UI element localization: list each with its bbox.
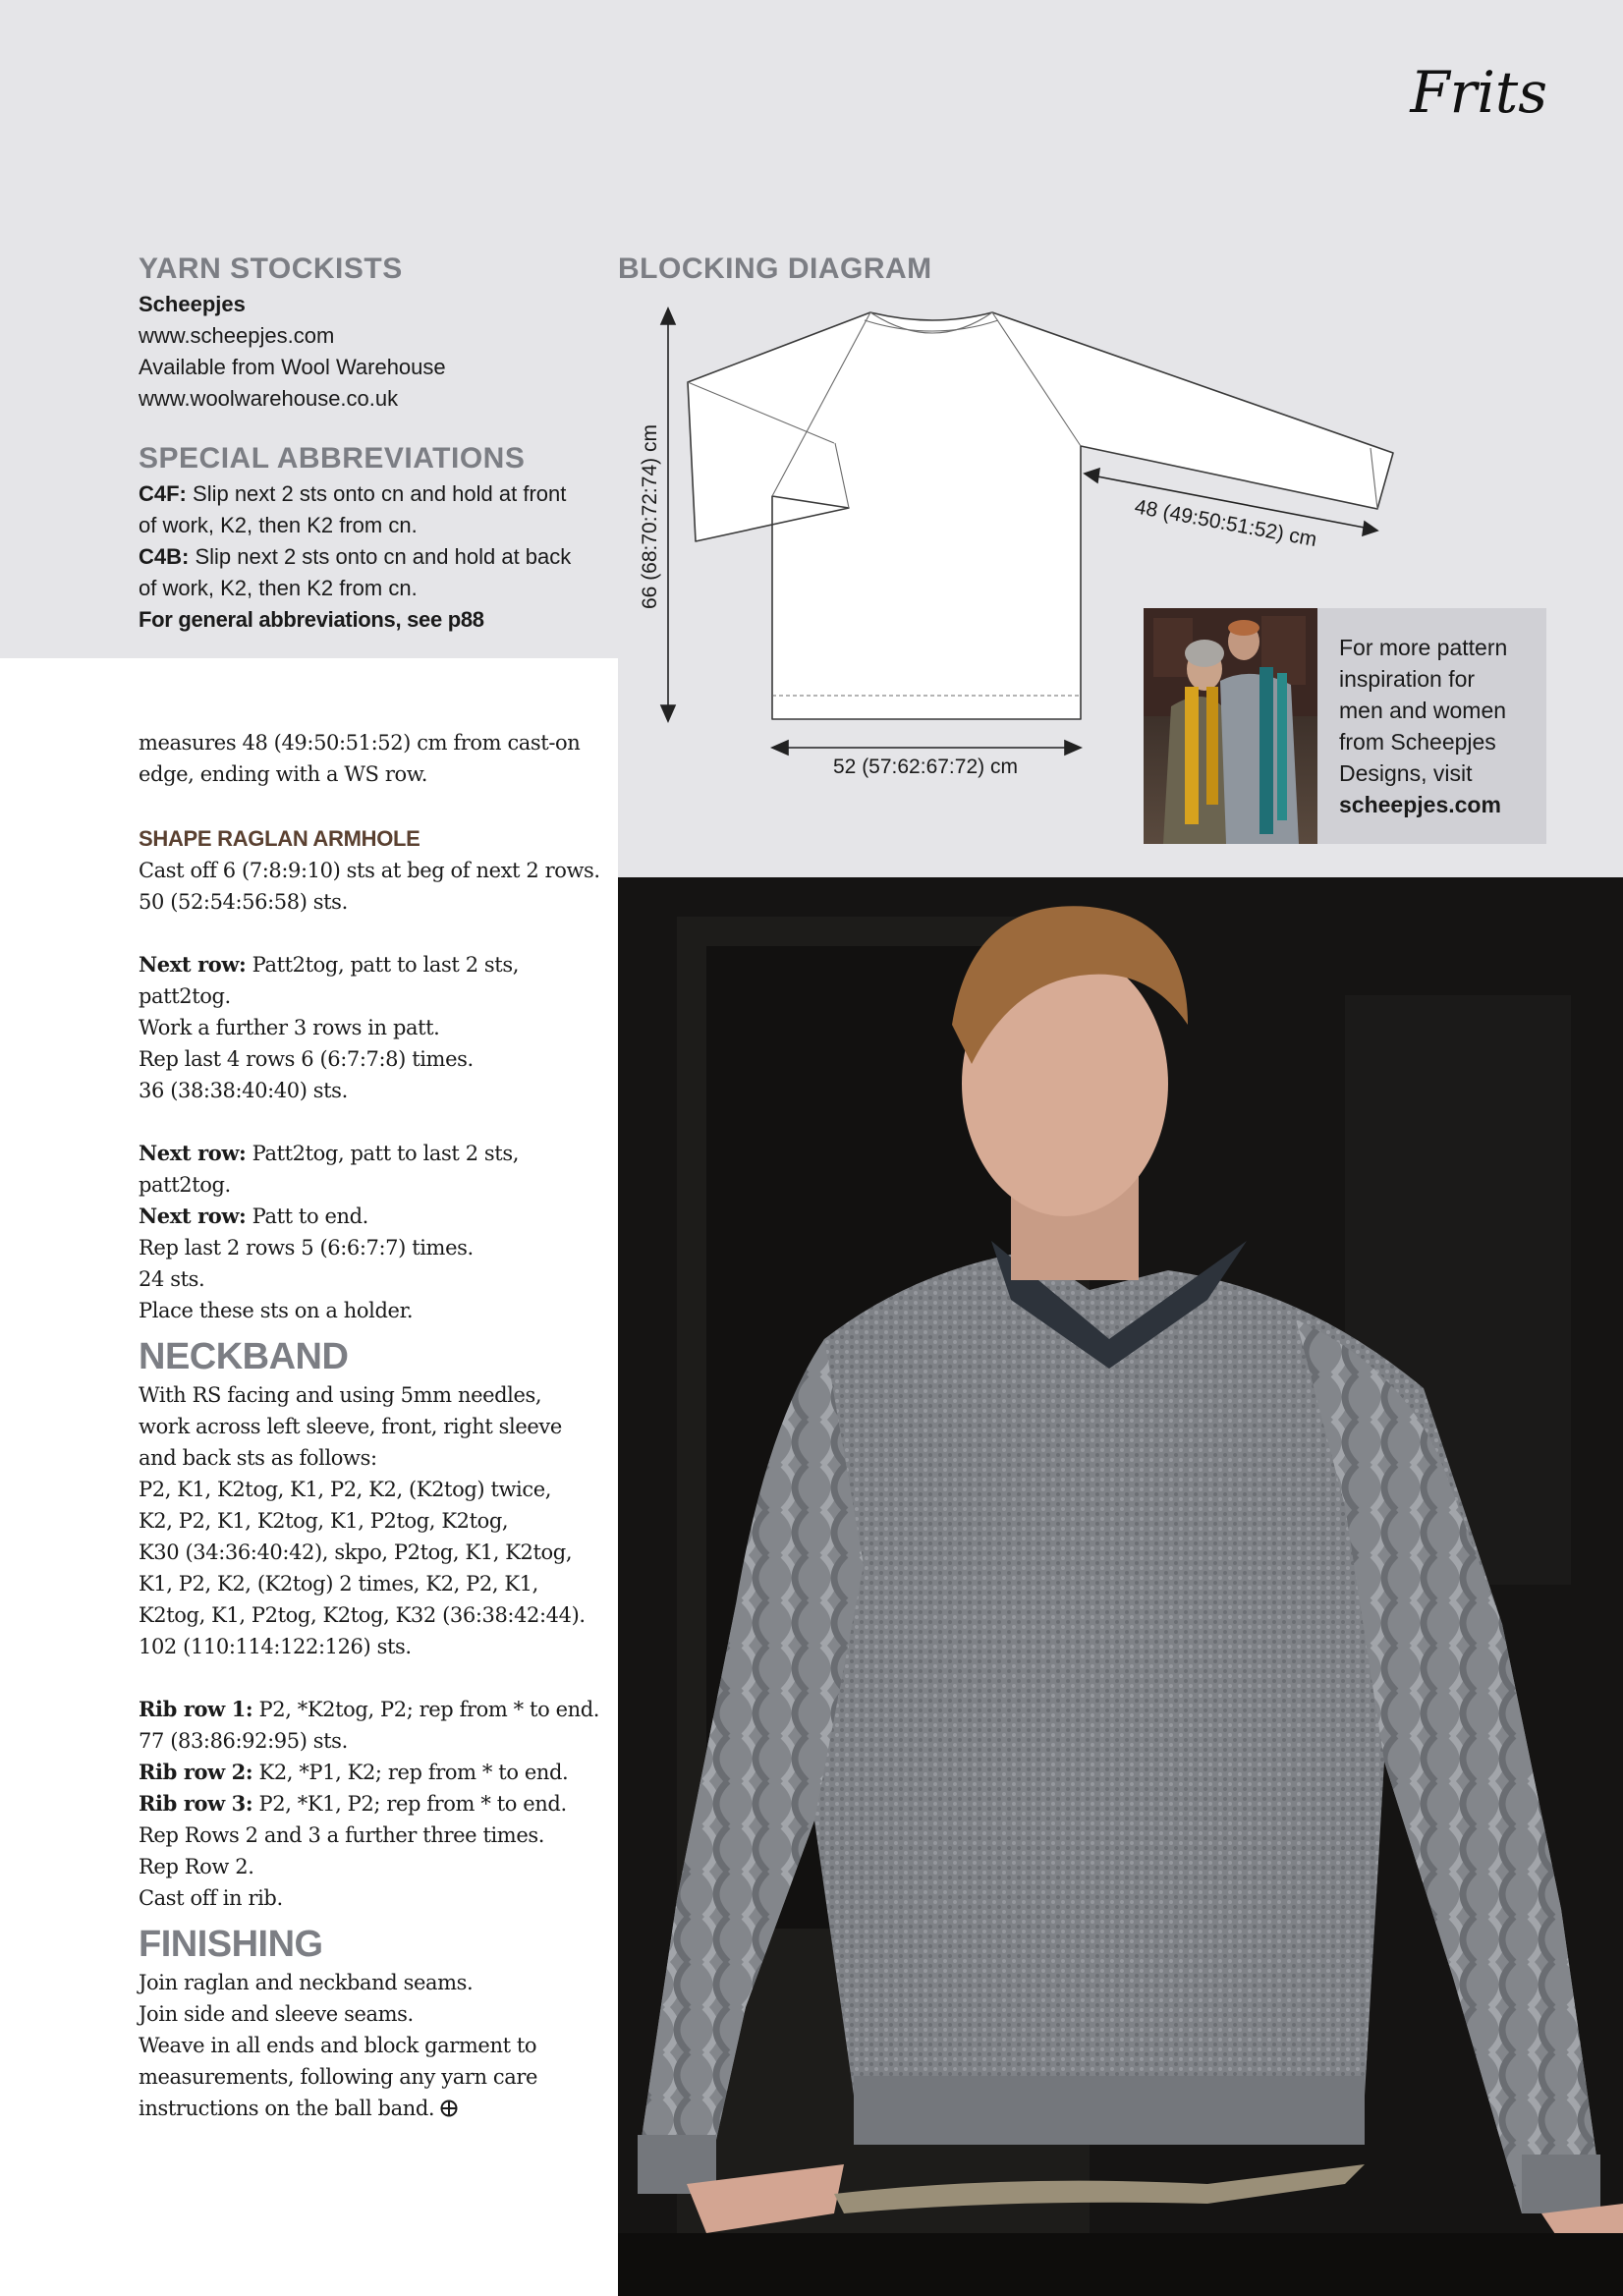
promo-line: men and women	[1339, 698, 1507, 723]
neckband-line: P2, K1, K2tog, K1, P2, K2, (K2tog) twice,	[139, 1478, 552, 1501]
raglan-line: Cast off 6 (7:8:9:10) sts at beg of next 2 rows.	[139, 859, 600, 882]
neckband-line: With RS facing and using 5mm needles,	[139, 1383, 542, 1407]
page-title: Frits	[1410, 59, 1547, 126]
promo-couple-illustration	[1144, 608, 1317, 844]
row-text: P2, *K2tog, P2; rep from * to end.	[258, 1698, 600, 1721]
abbreviations-heading: SPECIAL ABBREVIATIONS	[139, 442, 526, 475]
spacer	[139, 1106, 610, 1138]
stockist-retailer-website[interactable]: www.woolwarehouse.co.uk	[139, 386, 399, 411]
raglan-line: Place these sts on a holder.	[139, 1299, 414, 1322]
width-label: 52 (57:62:67:72) cm	[833, 756, 1018, 778]
rib-row-3	[139, 1788, 610, 1820]
neckband-line: K2tog, K1, P2tog, K2tog, K32 (36:38:42:44).	[139, 1603, 586, 1627]
stockist-retailer: Available from Wool Warehouse	[139, 355, 446, 379]
rib-line: Cast off in rib.	[139, 1886, 283, 1910]
finishing-text: instructions on the ball band.	[139, 2097, 435, 2120]
rib-line: Rep Row 2.	[139, 1855, 254, 1878]
finishing-last-line	[139, 2093, 610, 2126]
blocking-diagram-heading: BLOCKING DIAGRAM	[618, 252, 932, 285]
yarn-stockists-heading: YARN STOCKISTS	[139, 252, 403, 285]
promo-box	[1144, 608, 1546, 844]
abbreviation-term: C4F:	[139, 481, 187, 506]
spacer	[139, 918, 610, 949]
abbreviation-c4f-cont: of work, K2, then K2 from cn.	[139, 513, 418, 537]
promo-line: Designs, visit	[1339, 760, 1473, 786]
row-label: Next row:	[139, 1141, 247, 1165]
row-label: Next row:	[139, 952, 247, 977]
model-illustration	[618, 877, 1623, 2296]
finishing-line: Join side and sleeve seams.	[139, 2002, 414, 2026]
yarn-stockists	[139, 250, 600, 415]
row-label: Next row:	[139, 1204, 247, 1228]
rib-line: Rep Rows 2 and 3 a further three times.	[139, 1823, 544, 1847]
pattern-column	[139, 727, 610, 2126]
abbreviation-text: Slip next 2 sts onto cn and hold at back	[195, 544, 572, 569]
raglan-line: 36 (38:38:40:40) sts.	[139, 1079, 348, 1102]
raglan-next-row-cont: patt2tog.	[139, 1173, 231, 1197]
end-mark-icon	[440, 2095, 458, 2126]
general-abbreviations-note: For general abbreviations, see p88	[139, 607, 484, 632]
raglan-line: Rep last 4 rows 6 (6:7:7:8) times.	[139, 1047, 474, 1071]
model-photo	[618, 877, 1623, 2296]
finishing-heading: FINISHING	[139, 1924, 323, 1965]
pattern-intro-line: measures 48 (49:50:51:52) cm from cast-on	[139, 731, 581, 755]
raglan-next-row	[139, 1201, 610, 1232]
row-label: Rib row 2:	[139, 1760, 253, 1784]
row-label: Rib row 1:	[139, 1697, 253, 1721]
abbreviation-c4b-cont: of work, K2, then K2 from cn.	[139, 576, 418, 600]
neckband-line: K30 (34:36:40:42), skpo, P2tog, K1, K2tog,	[139, 1540, 573, 1564]
finishing-line: measurements, following any yarn care	[139, 2065, 538, 2089]
raglan-line: 24 sts.	[139, 1267, 205, 1291]
rib-row-1-count: 77 (83:86:92:95) sts.	[139, 1729, 348, 1753]
promo-link[interactable]: scheepjes.com	[1339, 792, 1501, 817]
raglan-next-row	[139, 949, 610, 980]
sleeve-label: 48 (49:50:51:52) cm	[1133, 495, 1319, 552]
finishing-line: Join raglan and neckband seams.	[139, 1971, 474, 1994]
row-text: Patt2tog, patt to last 2 sts,	[252, 1142, 519, 1165]
row-text: K2, *P1, K2; rep from * to end.	[258, 1761, 569, 1784]
row-text: Patt2tog, patt to last 2 sts,	[252, 953, 519, 977]
promo-photo	[1144, 608, 1317, 844]
pattern-intro-line: edge, ending with a WS row.	[139, 762, 428, 786]
promo-line: from Scheepjes	[1339, 729, 1496, 755]
raglan-next-row-cont: patt2tog.	[139, 984, 231, 1008]
abbreviation-c4b	[139, 541, 610, 573]
neckband-line: K1, P2, K2, (K2tog) 2 times, K2, P2, K1,	[139, 1572, 538, 1596]
promo-line: inspiration for	[1339, 666, 1476, 692]
neckband-line: K2, P2, K1, K2tog, K1, P2tog, K2tog,	[139, 1509, 509, 1533]
finishing-line: Weave in all ends and block garment to	[139, 2034, 537, 2057]
neckband-line: 102 (110:114:122:126) sts.	[139, 1635, 412, 1658]
neckband-line: work across left sleeve, front, right sleeve	[139, 1415, 562, 1438]
raglan-next-row	[139, 1138, 610, 1169]
abbreviation-c4f	[139, 478, 610, 510]
rib-row-2	[139, 1757, 610, 1788]
spacer	[139, 1662, 610, 1694]
neckband-heading: NECKBAND	[139, 1336, 349, 1377]
abbreviation-text: Slip next 2 sts onto cn and hold at front	[193, 481, 567, 506]
raglan-line: Rep last 2 rows 5 (6:6:7:7) times.	[139, 1236, 474, 1260]
raglan-heading: SHAPE RAGLAN ARMHOLE	[139, 826, 420, 851]
stockist-brand: Scheepjes	[139, 292, 246, 316]
row-text: Patt to end.	[252, 1204, 368, 1228]
stockist-website[interactable]: www.scheepjes.com	[139, 323, 335, 348]
special-abbreviations	[139, 439, 610, 636]
length-label: 66 (68:70:72:74) cm	[639, 424, 661, 609]
raglan-line: 50 (52:54:56:58) sts.	[139, 890, 348, 914]
row-text: P2, *K1, P2; rep from * to end.	[258, 1792, 567, 1816]
abbreviation-term: C4B:	[139, 544, 190, 569]
row-label: Rib row 3:	[139, 1791, 253, 1816]
promo-text	[1339, 632, 1536, 820]
rib-row-1	[139, 1694, 610, 1725]
neckband-line: and back sts as follows:	[139, 1446, 377, 1470]
raglan-line: Work a further 3 rows in patt.	[139, 1016, 440, 1039]
promo-line: For more pattern	[1339, 635, 1508, 660]
